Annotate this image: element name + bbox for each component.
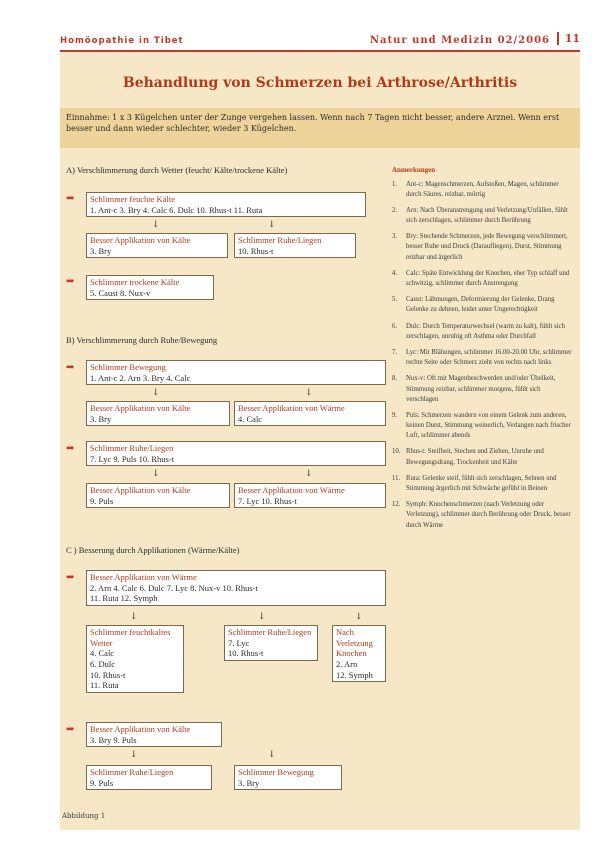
- note-number: 8.: [392, 375, 398, 383]
- box-a4: [86, 275, 214, 300]
- arrow-right-icon: ➡: [66, 193, 75, 204]
- down-arrow-icon: ↓: [152, 388, 160, 398]
- box-b4: [86, 441, 386, 466]
- note-text: Calc: Späte Entwicklung der Knochen, eher Typ schlaff und schwitzig, schlimmer durch Anstrengung: [406, 269, 570, 287]
- note-item: [392, 374, 572, 405]
- down-arrow-icon: ↓: [152, 469, 160, 479]
- box-values: 3. Bry: [238, 777, 260, 788]
- note-item: [392, 206, 572, 226]
- note-text: Bry: Stechende Schmerzen, jede Bewegung verschlimmert, besser Ruhe und Druck (Daraufliegen), Durst, Stimmung reizbar und ärgerlich: [406, 233, 568, 261]
- box-c5: [86, 722, 222, 747]
- down-arrow-icon: ↓: [130, 750, 138, 760]
- figure-caption: Abbildung 1: [62, 812, 106, 820]
- note-item: [392, 269, 572, 289]
- note-text: Ant-c: Magenschmerzen, Aufstoßen, Magen, schlimmer durch Säures, reizbar, mürrig: [406, 180, 559, 198]
- box-title: Besser Applikation von Wärme: [90, 572, 197, 582]
- note-number: 4.: [392, 269, 398, 277]
- box-title: Schlimmer Ruhe/Liegen: [90, 767, 174, 777]
- note-text: Rhus-t: Steifheit, Stechen und Ziehen, Unruhe und Bewegungsdrang, Trockenheit und Kälte: [406, 448, 544, 466]
- header-journal: Natur und Medizin 02/2006: [369, 35, 550, 46]
- note-number: 6.: [392, 322, 398, 330]
- note-text: Puls: Schmerzen wandern von einem Gelenk zum anderen, keinen Durst, Stimmung weinerlich, Verlangen nach frischer Luft, schlimmer abends: [406, 411, 571, 440]
- box-c4: [332, 625, 386, 682]
- box-a3: [234, 233, 356, 258]
- box-title: Nach Verletzung Knochen: [336, 627, 373, 659]
- note-number: 7.: [392, 348, 398, 356]
- page-number: 11: [557, 32, 580, 45]
- note-text: Lyc: Mit Blähungen, schlimmer 16.00-20.00 Uhr, schlimmer rechte Seite oder Schmerz zieht von rechts nach links: [406, 348, 572, 367]
- note-number: 5.: [392, 296, 398, 304]
- note-text: Caust: Lähmungen, Deformierung der Gelenke, Drang Gelenke zu dehnen, leidet unter Ungerechtigkeit: [406, 296, 555, 314]
- box-values: 2. Arn 12. Symph: [336, 658, 373, 680]
- box-title: Besser Applikation von Kälte: [90, 403, 191, 413]
- arrow-right-icon: ➡: [66, 572, 75, 583]
- note-number: 11.: [392, 474, 401, 482]
- arrow-right-icon: ➡: [66, 443, 75, 454]
- down-arrow-icon: ↓: [305, 469, 313, 479]
- box-values: 7. Lyc 10. Rhus-t: [228, 637, 264, 659]
- note-item: [392, 348, 572, 368]
- box-title: Schlimmer trockene Kälte: [90, 277, 180, 287]
- box-values: 11. Ruta 12. Symph: [90, 593, 158, 604]
- box-title: Besser Applikation von Kälte: [90, 235, 191, 245]
- box-values: 3. Bry: [90, 413, 112, 424]
- box-values: 3. Bry: [90, 245, 112, 256]
- note-number: 9.: [392, 411, 398, 419]
- down-arrow-icon: ↓: [305, 388, 313, 398]
- down-arrow-icon: ↓: [268, 750, 276, 760]
- box-b6: [234, 483, 386, 508]
- box-c6: [86, 765, 212, 790]
- box-values: 10. Rhus-t: [238, 245, 274, 256]
- notes-column: [392, 165, 572, 537]
- note-text: Arn: Nach Überanstrengung und Verletzung/Unfällen, fühlt sich zerschlagen, schlimmer durch Berührung: [406, 206, 568, 225]
- box-values: 2. Arn 4. Calc 6. Dulc 7. Lyc 8. Nux-v 10. Rhus-t: [90, 582, 258, 593]
- box-values: 3. Bry 9. Puls: [90, 734, 137, 745]
- box-a1: [86, 192, 366, 217]
- note-item: [392, 295, 572, 315]
- box-c2: [86, 625, 184, 693]
- note-number: 2.: [392, 206, 398, 214]
- notes-title: Anmerkungen: [392, 166, 436, 174]
- note-item: [392, 447, 572, 467]
- box-values: 5. Caust 8. Nux-v: [90, 287, 151, 298]
- note-item: [392, 474, 572, 494]
- box-values: 1. Ant-c 3. Bry 4. Calc 6. Dulc 10. Rhus-t 11. Ruta: [90, 204, 263, 215]
- box-title: Schlimmer Bewegung: [238, 767, 314, 777]
- box-b2: [86, 401, 230, 426]
- page-title: Behandlung von Schmerzen bei Arthrose/Arthritis: [122, 75, 518, 91]
- box-values: 9. Puls: [90, 777, 114, 788]
- note-item: [392, 180, 572, 200]
- down-arrow-icon: ↓: [258, 612, 266, 622]
- arrow-right-icon: ➡: [66, 724, 75, 735]
- box-title: Schlimmer feuchtkaltes Wetter: [90, 627, 171, 648]
- box-c1: [86, 570, 386, 606]
- box-values: 4. Calc 6. Dulc 10. Rhus-t 11. Ruta: [90, 648, 126, 691]
- arrow-right-icon: ➡: [66, 362, 75, 373]
- down-arrow-icon: ↓: [130, 612, 138, 622]
- box-c7: [234, 765, 342, 790]
- down-arrow-icon: ↓: [268, 220, 276, 230]
- box-b5: [86, 483, 230, 508]
- box-values: 4. Calc: [238, 413, 263, 424]
- section-c-heading: C ) Besserung durch Applikationen (Wärme/Kälte): [66, 545, 240, 555]
- box-values: 1. Ant-c 2. Arn 3. Bry 4. Calc: [90, 372, 191, 383]
- note-number: 1.: [392, 180, 398, 188]
- box-values: 7. Lyc 9. Puls 10. Rhus-t: [90, 453, 175, 464]
- note-text: Dulc: Durch Temperaturwechsel (warm zu kalt), fühlt sich zerschlagen, unruhig oft Asthma oder Durchfall: [406, 322, 566, 340]
- note-item: [392, 322, 572, 342]
- note-text: Symph: Knochenschmerzen (nach Verletzung oder Verletzung), schlimmer durch Berührung oder Druck, besser durch Wärme: [406, 501, 571, 529]
- note-item: [392, 500, 572, 531]
- note-text: Ruta: Gelenke steif, fühlt sich zerschlagen, Sehnen und Stimmung ärgerlich mit Schwäche gefühl in Beinen: [406, 474, 557, 492]
- box-title: Schlimmer Ruhe/Liegen: [238, 235, 322, 245]
- box-title: Schlimmer feuchte Kälte: [90, 194, 175, 204]
- note-item: [392, 232, 572, 263]
- intro-text: Einnahme: 1 x 3 Kügelchen unter der Zunge vergehen lassen. Wenn nach 7 Tagen nicht besser, andere Arznei. Wenn erst besser und dann wieder schlechter, wieder 3 Kügelchen.: [60, 108, 580, 148]
- note-text: Nux-v: Oft mit Magenbeschwerden und/oder Übelkeit, Stimmung reizbar, schlimmer morgens, fühlt sich verschlagen: [406, 375, 556, 403]
- box-title: Schlimmer Ruhe/Liegen: [228, 627, 312, 637]
- box-title: Besser Applikation von Wärme: [238, 403, 345, 413]
- box-title: Besser Applikation von Kälte: [90, 724, 191, 734]
- box-title: Schlimmer Ruhe/Liegen: [90, 443, 174, 453]
- header-section: Homöopathie in Tibet: [60, 36, 184, 46]
- note-number: 3.: [392, 233, 398, 241]
- down-arrow-icon: ↓: [355, 612, 363, 622]
- box-values: 7. Lyc 10. Rhus-t: [238, 495, 297, 506]
- box-b3: [234, 401, 386, 426]
- note-number: 12.: [392, 501, 401, 509]
- box-title: Besser Applikation von Kälte: [90, 485, 191, 495]
- box-a2: [86, 233, 228, 258]
- box-b1: [86, 360, 386, 385]
- box-title: Schlimmer Bewegung: [90, 362, 166, 372]
- section-b-heading: B) Verschlimmerung durch Ruhe/Bewegung: [66, 335, 218, 345]
- down-arrow-icon: ↓: [152, 220, 160, 230]
- arrow-right-icon: ➡: [66, 276, 75, 287]
- page-header: [60, 30, 580, 52]
- box-values: 9. Puls: [90, 495, 114, 506]
- box-c3: [224, 625, 318, 661]
- note-item: [392, 411, 572, 442]
- section-a-heading: A) Verschlimmerung durch Wetter (feucht/ Kälte/trockene Kälte): [66, 165, 288, 175]
- note-number: 10.: [392, 448, 401, 456]
- box-title: Besser Applikation von Wärme: [238, 485, 345, 495]
